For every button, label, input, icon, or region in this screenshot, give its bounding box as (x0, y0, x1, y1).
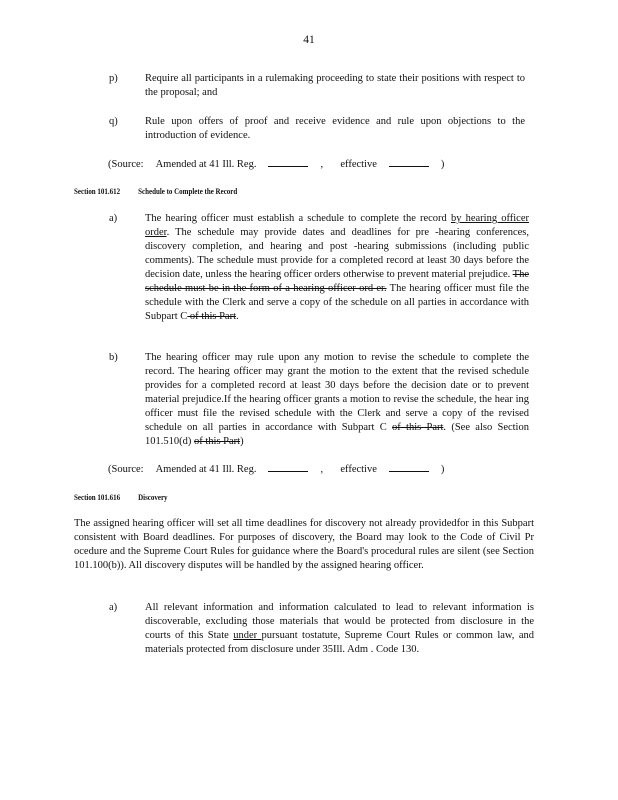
section-title: Discovery (138, 492, 168, 502)
source-comma: , (320, 159, 324, 170)
text-run: . The schedule may provide dates and deadlines for pre -hearing conferences, discovery completion, and hearing and post -hearing submissions (including public comments). The schedule must provide for a completed record at least 30 days before the decision date, unless the hearing officer orders otherwise to prevent material prejudice. (145, 227, 529, 280)
section-number: Section 101.612 (74, 186, 121, 196)
deleted-text: The schedule must be in the form of a hearing officer ord er. (145, 269, 529, 294)
item-text: Require all participants in a rulemaking proceeding to state their positions with respect to the proposal; and (145, 73, 525, 98)
item-label: b) (109, 352, 118, 363)
source-prefix: (Source: (108, 159, 144, 170)
text-run: . (See also Section 101.510(d) (145, 422, 529, 447)
inserted-text: by hearing officer order (145, 213, 529, 238)
section-title: Schedule to Complete the Record (138, 186, 238, 196)
source-effective: effective (340, 464, 377, 475)
text-run: All relevant information and information calculated to lead to relevant information is discoverable, excluding those materials that would be protected from disclosure in the courts of this State (145, 602, 534, 641)
source-amended: Amended at 41 Ill. Reg. (155, 159, 257, 170)
source-amended: Amended at 41 Ill. Reg. (155, 464, 257, 475)
text-run: pursuant tostatute, Supreme Court Rules or common law, and materials protected from disclosure under 35Ill. Adm . Code 130. (145, 630, 534, 655)
source-effective: effective (340, 159, 377, 170)
section-number: Section 101.616 (74, 492, 121, 502)
source-note (108, 157, 456, 170)
item-text (145, 212, 529, 324)
text-run: The hearing officer must file the schedule with the Clerk and serve a copy of the schedule on all parties in accordance with Subpart C (145, 283, 529, 322)
item-text (145, 351, 529, 449)
item-label: a) (109, 602, 118, 613)
text-run: The hearing officer must establish a schedule to complete the record (145, 213, 451, 224)
source-close: ) (440, 159, 445, 170)
inserted-text: under (233, 630, 262, 641)
source-comma: , (320, 464, 324, 475)
blank-line (389, 157, 429, 167)
section-heading-612 (74, 186, 255, 196)
blank-line (389, 462, 429, 472)
source-close: ) (440, 464, 445, 475)
blank-line (268, 157, 308, 167)
source-prefix: (Source: (108, 464, 144, 475)
page-number: 41 (303, 34, 315, 46)
text-run: The hearing officer may rule upon any motion to revise the schedule to complete the record. The hearing officer may grant the motion to the extent that the revised schedule provides for a completed record at least 30 days before the decision date or to prevent material prejudice.If the hearing officer grants a motion to revise the schedule, the hear ing officer must file the revised schedule with the Clerk and serve a copy of the revised schedule on all parties in accordance with Subpart C (145, 352, 529, 433)
item-label: a) (109, 213, 118, 224)
section-heading-616 (74, 492, 186, 502)
item-text (145, 601, 534, 657)
text-run: . (236, 311, 239, 322)
discovery-intro: The assigned hearing officer will set all time deadlines for discovery not already providedfor in this Subpart consistent with Board deadlines. For purposes of discovery, the Board may look to the Code of Civil Pr ocedure and the Supreme Court Rules for guidance where the Board's procedural rules are silent (see Section 101.100(b)). All discovery disputes will be handled by the assigned hearing officer. (74, 518, 534, 571)
deleted-text: of this Part (392, 422, 444, 433)
deleted-text: of this Part (194, 436, 241, 447)
blank-line (268, 462, 308, 472)
source-note (108, 462, 456, 475)
deleted-text: of this Part (187, 311, 237, 322)
item-label: p) (109, 73, 118, 84)
item-text: Rule upon offers of proof and receive evidence and rule upon objections to the introduction of evidence. (145, 116, 525, 141)
item-label: q) (109, 116, 118, 127)
text-run: ) (240, 436, 244, 447)
